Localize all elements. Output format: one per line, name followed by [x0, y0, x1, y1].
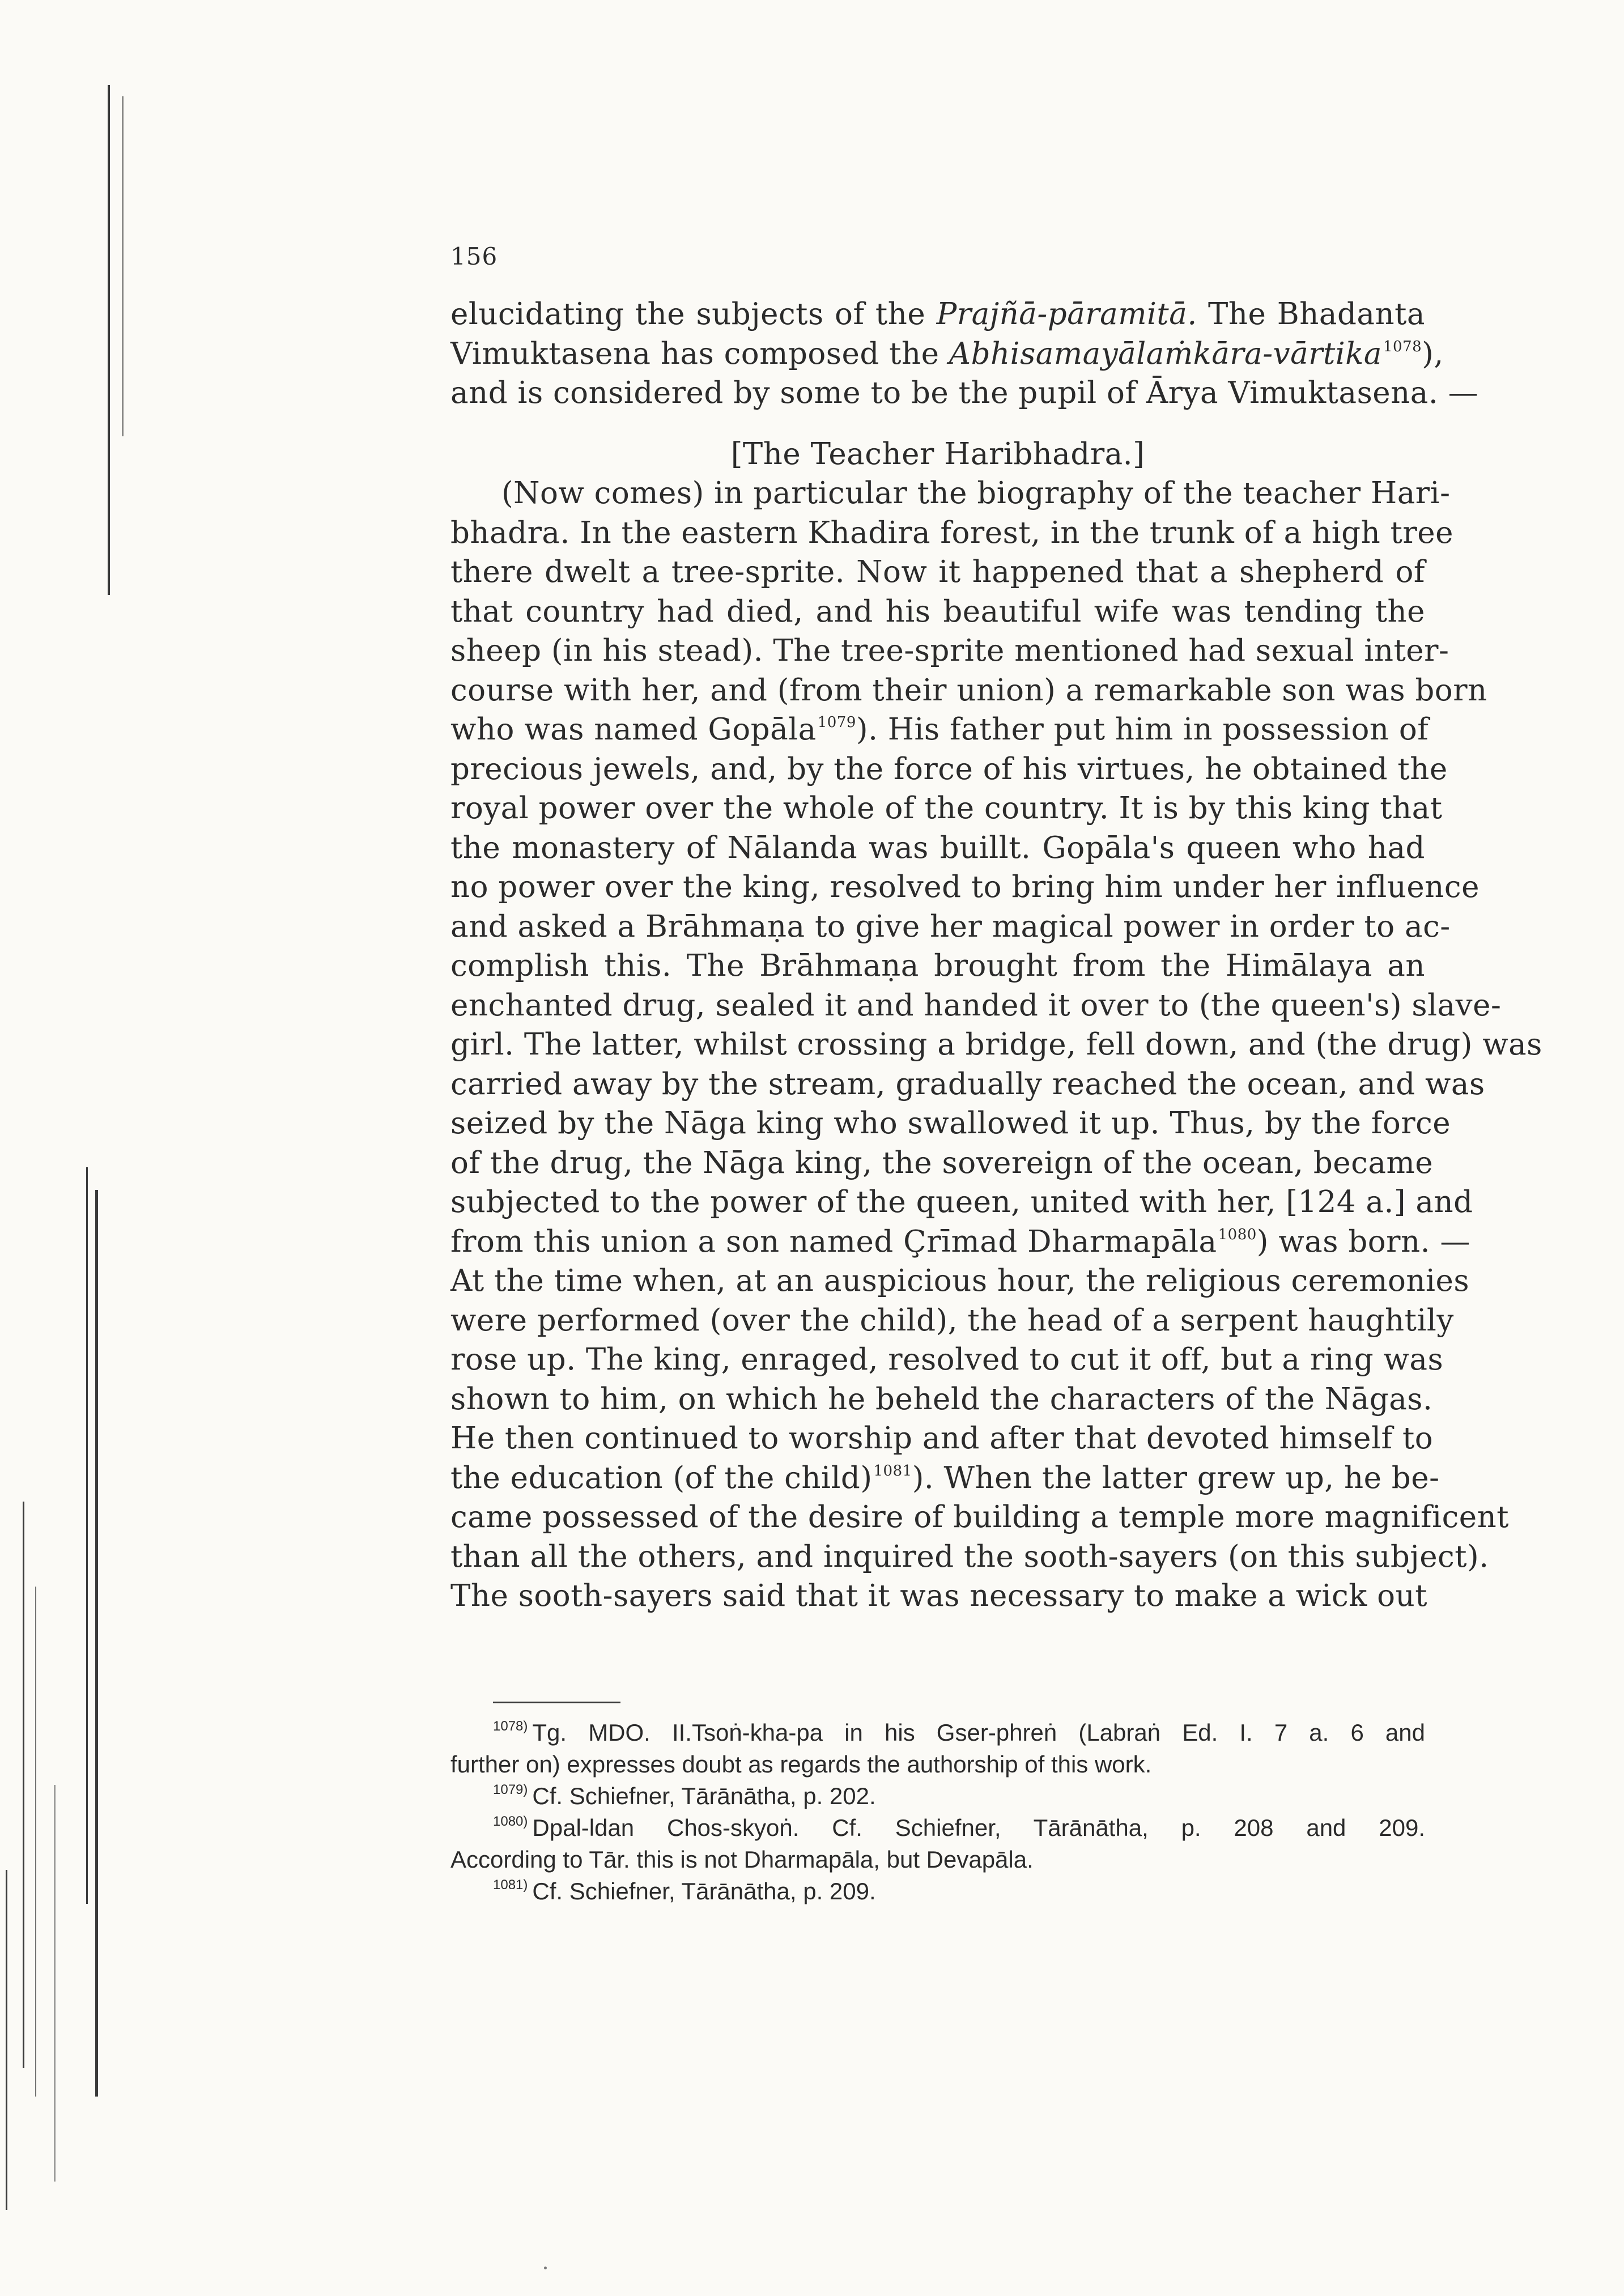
text-line: the monastery of Nālanda was buillt. Gopāla's queen who had	[450, 830, 1425, 865]
footnote-ref[interactable]: 1078	[1383, 338, 1422, 355]
text-line: royal power over the whole of the country. It is by this king that	[450, 791, 1443, 826]
text-line: carried away by the stream, gradually reached the ocean, and was	[450, 1066, 1485, 1102]
work-title: Abhisamayālaṁkāra-vārtika	[949, 336, 1382, 371]
footnote-divider	[493, 1702, 620, 1703]
text-line: were performed (over the child), the head of a serpent haughtily	[450, 1303, 1454, 1338]
footnote-1080: $^{1080)}$ Dpal-ldan Chos-skyoṅ. Cf. Schiefner, Tārānātha, p. 208 and 209.	[493, 1814, 1425, 1841]
text-line: no power over the king, resolved to bring him under her influence	[450, 870, 1480, 904]
text-line: of the drug, the Nāga king, the sovereign of the ocean, became	[450, 1145, 1434, 1180]
text-line: At the time when, at an auspicious hour, the religious ceremonies	[450, 1264, 1470, 1298]
text-line: rose up. The king, enraged, resolved to cut it off, but a ring was	[450, 1342, 1444, 1377]
text-line: (Now comes) in particular the biography of the teacher Hari-	[501, 476, 1451, 511]
footnote-1079: $^{1079)}$ Cf. Schiefner, Tārānātha, p. 202.	[493, 1782, 876, 1809]
footnote-1078-cont: further on) expresses doubt as regards the authorship of this work.	[450, 1751, 1152, 1778]
text-line: complish this. The Brāhmaṇa brought from the Himālaya an	[450, 949, 1425, 983]
text-line: the education (of the child)$^{1081}$). When the latter grew up, he be-	[450, 1460, 1440, 1495]
text-line: subjected to the power of the queen, united with her, [124 a.] and	[450, 1185, 1473, 1219]
text-line: there dwelt a tree-sprite. Now it happened that a shepherd of	[450, 555, 1425, 589]
footnote-1081: $^{1081)}$ Cf. Schiefner, Tārānātha, p. 209.	[493, 1877, 876, 1904]
text-line: sheep (in his stead). The tree-sprite mentioned had sexual inter-	[450, 633, 1449, 668]
text-line: shown to him, on which he beheld the characters of the Nāgas.	[450, 1381, 1433, 1417]
main-text	[450, 295, 1542, 1616]
text-line: The sooth-sayers said that it was necessary to make a wick out	[450, 1579, 1427, 1613]
text-line: elucidating the subjects of the Prajñā-pāramitā. The Bhadanta	[450, 297, 1425, 331]
footnote-1080-cont: According to Tār. this is not Dharmapāla, but Devapāla.	[450, 1846, 1034, 1873]
footnote-ref[interactable]: 1081	[873, 1462, 912, 1479]
text-line: seized by the Nāga king who swallowed it up. Thus, by the force	[450, 1106, 1451, 1141]
footnotes	[450, 1717, 1425, 1907]
text-line: and asked a Brāhmaṇa to give her magical power in order to ac-	[450, 909, 1451, 944]
text-line: than all the others, and inquired the sooth-sayers (on this subject).	[450, 1539, 1489, 1574]
text-line: He then continued to worship and after that devoted himself to	[450, 1421, 1434, 1456]
text-line: from this union a son named Çrīmad Dharmapāla$^{1080}$) was born. —	[450, 1224, 1470, 1259]
text-line: came possessed of the desire of building a temple more magnificent	[450, 1500, 1510, 1534]
text-line: precious jewels, and, by the force of his virtues, he obtained the	[450, 751, 1448, 786]
text-line: Vimuktasena has composed the Abhisamayālaṁkāra-vārtika$^{1078}$),	[450, 336, 1444, 371]
text-line: bhadra. In the eastern Khadira forest, in the trunk of a high tree	[450, 515, 1453, 550]
text-line: enchanted drug, sealed it and handed it over to (the queen's) slave-	[450, 988, 1502, 1023]
footnote-1078: $^{1078)}$ Tg. MDO. II.Tsoṅ-kha-pa in his Gser-phreṅ (Labraṅ Ed. I. 7 a. 6 and	[493, 1719, 1425, 1746]
text-line: who was named Gopāla$^{1079}$). His father put him in possession of	[450, 712, 1429, 747]
text-line: that country had died, and his beautiful wife was tending the	[450, 594, 1425, 629]
page-number: 156	[450, 243, 498, 270]
text-line: girl. The latter, whilst crossing a bridge, fell down, and (the drug) was	[450, 1027, 1542, 1062]
footnote-ref[interactable]: 1079	[817, 714, 856, 731]
text-line: and is considered by some to be the pupil of Ārya Vimuktasena. —	[450, 376, 1479, 410]
text-line: course with her, and (from their union) a remarkable son was born	[450, 673, 1487, 708]
work-title: Prajñā-pāramitā.	[936, 297, 1197, 331]
footnote-ref[interactable]: 1080	[1218, 1226, 1257, 1243]
section-heading: [The Teacher Haribhadra.]	[730, 436, 1145, 471]
